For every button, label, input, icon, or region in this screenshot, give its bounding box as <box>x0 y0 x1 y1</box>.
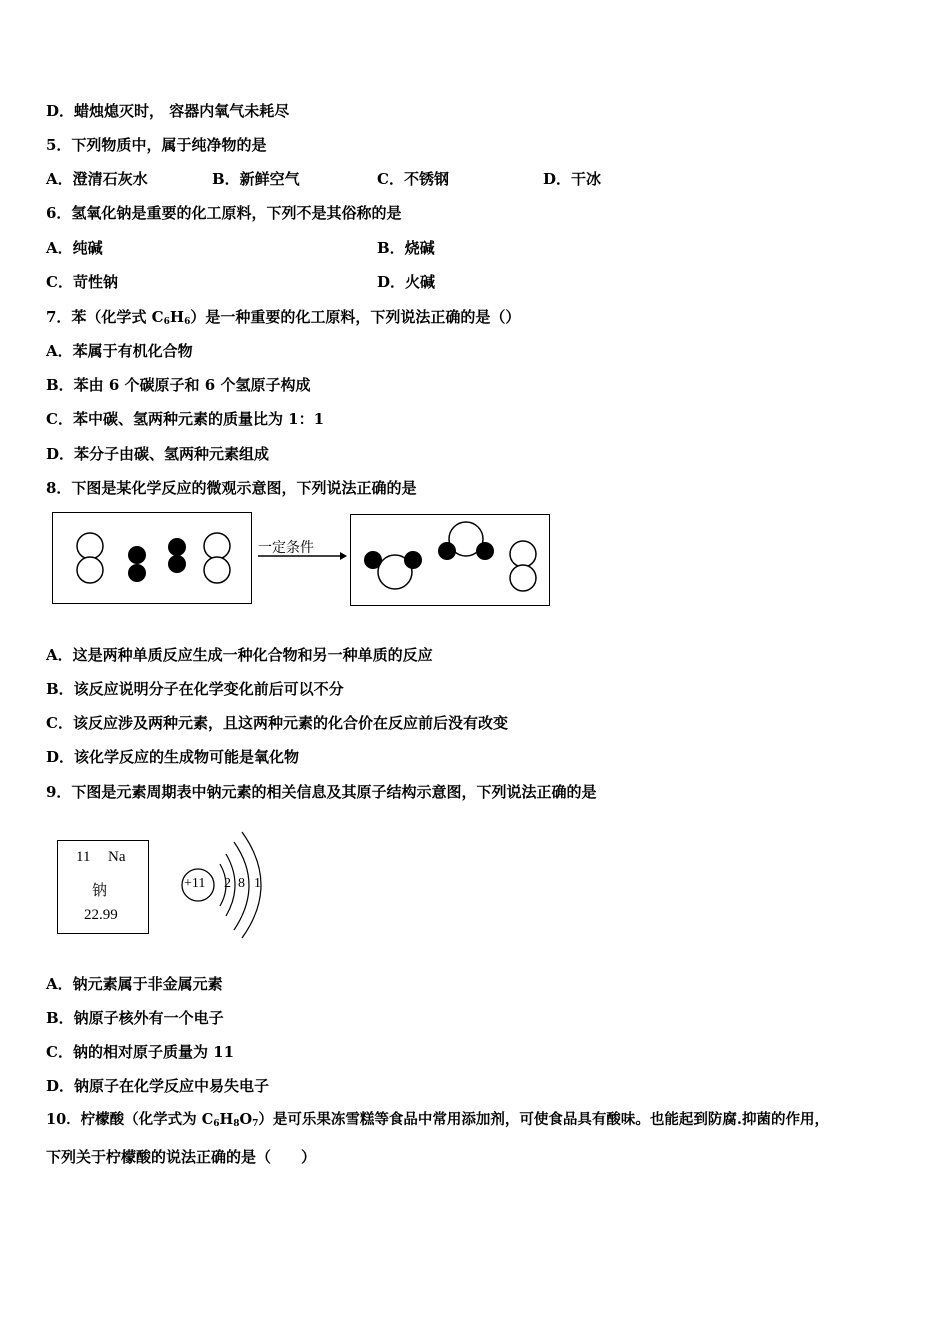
q8-option-b: B．该反应说明分子在化学变化前后可以不分 <box>46 680 344 698</box>
q9-stem: 9．下图是元素周期表中钠元素的相关信息及其原子结构示意图，下列说法正确的是 <box>46 783 597 801</box>
q5-stem: 5．下列物质中，属于纯净物的是 <box>46 136 267 154</box>
q5-option-d: D．干冰 <box>543 170 602 188</box>
q9-option-d: D．钠原子在化学反应中易失电子 <box>46 1077 270 1095</box>
reactants-box <box>52 512 252 604</box>
periodic-table-card <box>57 840 149 934</box>
dark-molecule-atom <box>128 546 146 564</box>
products-molecules <box>351 515 548 604</box>
atomic-mass: 22.99 <box>84 907 118 923</box>
oxygen-molecule-atom <box>204 533 230 559</box>
q9-option-a: A．钠元素属于非金属元素 <box>46 975 223 993</box>
atomic-number: 11 <box>76 849 91 865</box>
shell-electrons-1: 2 <box>224 876 231 891</box>
q6-option-a: A．纯碱 <box>46 239 103 257</box>
q5-option-c: C．不锈钢 <box>377 170 449 188</box>
q7-option-a: A．苯属于有机化合物 <box>46 342 193 360</box>
q10-stem-text-4: ）是可乐果冻雪糕等食品中常用添加剂，可使食品具有酸味。也能起到防腐.抑菌的作用， <box>258 1111 829 1128</box>
product-molecule-atom <box>476 542 494 560</box>
oxygen-molecule-atom <box>510 541 536 567</box>
atom-structure-diagram <box>176 828 276 940</box>
q4-option-d: D．蜡烛熄灭时， 容器内氧气未耗尽 <box>46 102 290 120</box>
oxygen-molecule-atom <box>510 565 536 591</box>
reaction-arrow <box>256 550 348 562</box>
dark-molecule-atom <box>168 538 186 556</box>
reactants-molecules <box>53 513 250 602</box>
dark-molecule-atom <box>128 564 146 582</box>
dark-molecule-atom <box>168 555 186 573</box>
q7-option-b: B．苯由 6 个碳原子和 6 个氢原子构成 <box>46 376 311 394</box>
q7-option-d: D．苯分子由碳、氢两种元素组成 <box>46 445 270 463</box>
q10-subscript-h: 8 <box>233 1119 240 1129</box>
q8-option-d: D．该化学反应的生成物可能是氧化物 <box>46 748 300 766</box>
oxygen-molecule-atom <box>204 557 230 583</box>
q6-option-c: C．苛性钠 <box>46 273 118 291</box>
q7-stem-text-1: 7．苯（化学式 C <box>46 308 164 326</box>
product-molecule-atom <box>364 551 382 569</box>
nucleus-charge: +11 <box>184 876 206 891</box>
q6-option-d: D．火碱 <box>377 273 436 291</box>
reaction-condition-label: 一定条件 <box>258 540 314 556</box>
q9-option-b: B．钠原子核外有一个电子 <box>46 1009 224 1027</box>
q7-stem-text-2: H <box>169 308 185 326</box>
q5-option-b: B．新鲜空气 <box>212 170 300 188</box>
q10-stem-text-1: 10．柠檬酸（化学式为 C <box>46 1111 214 1128</box>
q7-subscript-h: 6 <box>184 317 191 327</box>
q10-stem-text-3: O <box>239 1111 253 1128</box>
oxygen-molecule-atom <box>77 533 103 559</box>
q5-option-a: A．澄清石灰水 <box>46 170 148 188</box>
q8-stem: 8．下图是某化学反应的微观示意图，下列说法正确的是 <box>46 479 417 497</box>
q7-subscript-c: 6 <box>163 317 170 327</box>
q9-option-c: C．钠的相对原子质量为 11 <box>46 1043 235 1061</box>
oxygen-molecule-atom <box>77 557 103 583</box>
q7-stem-text-3: ）是一种重要的化工原料，下列说法正确的是（） <box>190 308 521 326</box>
products-box <box>350 514 550 606</box>
shell-electrons-2: 8 <box>238 876 245 891</box>
q10-stem-text-2: H <box>219 1111 234 1128</box>
q10-subscript-o: 7 <box>252 1119 259 1129</box>
q8-option-a: A．这是两种单质反应生成一种化合物和另一种单质的反应 <box>46 646 433 664</box>
q7-stem <box>46 307 520 327</box>
element-symbol: Na <box>108 849 126 865</box>
q7-option-c: C．苯中碳、氢两种元素的质量比为 1：1 <box>46 410 325 428</box>
q6-option-b: B．烧碱 <box>377 239 435 257</box>
element-name: 钠 <box>92 881 108 899</box>
product-molecule-atom <box>404 551 422 569</box>
q10-stem <box>46 1110 829 1130</box>
product-molecule-atom <box>438 542 456 560</box>
reaction-diagram <box>52 512 552 607</box>
q6-stem: 6．氢氧化钠是重要的化工原料，下列不是其俗称的是 <box>46 204 402 222</box>
q10-stem-line-2: 下列关于柠檬酸的说法正确的是（ ） <box>46 1148 317 1166</box>
q10-subscript-c: 6 <box>213 1119 220 1129</box>
shell-electrons-3: 1 <box>254 876 261 891</box>
q8-option-c: C．该反应涉及两种元素，且这两种元素的化合价在反应前后没有改变 <box>46 714 508 732</box>
